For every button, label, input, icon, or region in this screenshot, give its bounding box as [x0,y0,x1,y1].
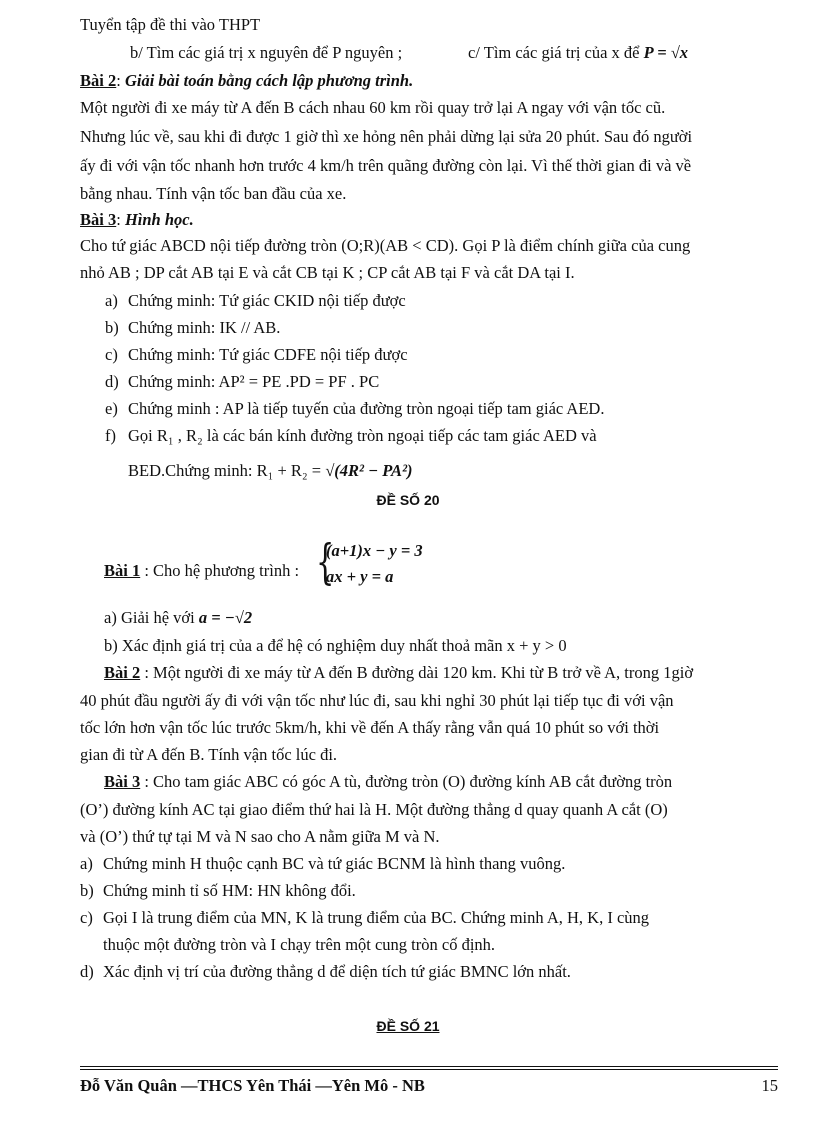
bai3-title: Hình học. [124,210,194,229]
item-text: Gọi R₁ , R₂ là các bán kính đường tròn ngoại tiếp các tam giác AED và [128,426,597,445]
de20-bai3-text: : Cho tam giác ABC có góc A tù, đường tròn (O) đường kính AB cắt đường tròn [144,772,673,791]
formula-a-minus-sqrt2: a = −√2 [198,608,253,627]
de20-bai3-line: và (O’) thứ tự tại M và N sao cho A nằm giữa M và N. [80,827,440,846]
de-so-21-title: ĐỀ SỐ 21 [376,1018,440,1034]
problem-1-part-c [468,42,688,64]
bai3-item-e [105,398,604,420]
bai2-heading [80,70,413,92]
de20-bai3-item-a [80,853,565,875]
item-text: Gọi I là trung điểm của MN, K là trung điểm của BC. Chứng minh A, H, K, I cùng [103,908,650,927]
de20-bai3-line-1 [104,771,672,793]
item-label: c) [105,345,118,364]
item-label: d) [80,962,94,981]
equation-1: (a+1)x − y = 3 [326,541,423,560]
de20-bai2-text: : Một người đi xe máy từ A đến B đường dài 120 km. Khi từ B trở về A, trong 1giờ [144,663,694,682]
de20-bai1-label: Bài 1 [104,561,141,580]
item-label: b) [80,881,94,900]
de20-bai2-line-1 [104,662,693,684]
item-label: e) [105,399,118,418]
item-text: Chứng minh: AP² = PE .PD = PF . PC [128,372,380,391]
bai3-intro-line: Cho tứ giác ABCD nội tiếp đường tròn (O;R)(AB < CD). Gọi P là điểm chính giữa của cung [80,236,691,255]
de20-bai1 [104,560,299,582]
footer-rule-top [80,1066,778,1067]
bai2-title: Giải bài toán bằng cách lập phương trình. [124,71,414,90]
item-text: Chứng minh: Tứ giác CKID nội tiếp được [128,291,406,310]
bai2-line: Một người đi xe máy từ A đến B cách nhau 60 km rồi quay trở lại A ngay với vận tốc cũ. [80,98,666,117]
bai3-item-d [105,371,379,393]
de20-bai1-a-text: a) Giải hệ với [104,608,195,627]
de20-bai2-label: Bài 2 [104,663,141,682]
de20-bai3-line: (O’) đường kính AC tại giao điểm thứ hai là H. Một đường thẳng d quay quanh A cắt (O) [80,800,668,819]
bai3-intro-line: nhỏ AB ; DP cắt AB tại E và cắt CB tại K ; CP cắt AB tại F và cắt DA tại I. [80,263,575,282]
bai3-heading [80,209,194,231]
f-cont-text: BED.Chứng minh: R₁ + R₂ = [128,461,322,480]
item-text: Chứng minh: Tứ giác CDFE nội tiếp được [128,345,408,364]
item-text: Xác định vị trí của đường thẳng d để diện tích tứ giác BMNC lớn nhất. [103,962,571,981]
bai2-line: bằng nhau. Tính vận tốc ban đầu của xe. [80,184,347,203]
de20-bai1-b: b) Xác định giá trị của a để hệ có nghiệm duy nhất thoả mãn x + y > 0 [104,636,567,655]
item-text: Chứng minh : AP là tiếp tuyến của đường tròn ngoại tiếp tam giác AED. [128,399,605,418]
item-label: a) [80,854,93,873]
equation-2: ax + y = a [326,567,394,586]
bai2-label: Bài 2 [80,71,117,90]
item-label: b) [105,318,119,337]
de20-bai3-label: Bài 3 [104,772,141,791]
footer-author: Đỗ Văn Quân —THCS Yên Thái —Yên Mô - NB [80,1076,425,1095]
de20-bai3-item-b [80,880,356,902]
colon: : [116,71,125,90]
formula-p-sqrt-x: P = √x [643,43,689,62]
bai3-item-f-continued [128,460,413,482]
colon: : [116,210,125,229]
footer-rule-bottom [80,1069,778,1070]
formula-sqrt-4r2-pa2: √(4R² − PA²) [325,461,413,480]
running-header: Tuyển tập đề thi vào THPT [80,15,261,34]
page-number: 15 [761,1076,778,1095]
problem-1-part-b: b/ Tìm các giá trị x nguyên để P nguyên ; [130,43,403,62]
bai3-item-f [105,425,597,447]
item-label: d) [105,372,119,391]
bai3-item-c [105,344,408,366]
item-text: Chứng minh: IK // AB. [128,318,281,337]
de20-bai2-line: gian đi từ A đến B. Tính vận tốc lúc đi. [80,745,338,764]
system-brace: { [316,534,335,590]
de20-bai3-item-c [80,907,649,929]
de20-bai2-line: 40 phút đầu người ấy đi với vận tốc như lúc đi, sau khi nghỉ 30 phút lại tiếp tục đi với vận [80,691,674,710]
item-text: Chứng minh tỉ số HM: HN không đổi. [103,881,356,900]
bai3-item-b [105,317,280,339]
bai2-line: Nhưng lúc về, sau khi đi được 1 giờ thì xe hỏng nên phải dừng lại sửa 20 phút. Sau đó người [80,127,693,146]
item-text: Chứng minh H thuộc cạnh BC và tứ giác BCNM là hình thang vuông. [103,854,566,873]
de20-bai3-item-d [80,961,571,983]
de-so-20-title: ĐỀ SỐ 20 [376,492,440,508]
item-label: c) [80,908,93,927]
bai3-label: Bài 3 [80,210,117,229]
item-label: a) [105,291,118,310]
bai2-line: ấy đi với vận tốc nhanh hơn trước 4 km/h trên quãng đường còn lại. Vì thế thời gian đi và về [80,156,692,175]
bai3-item-a [105,290,406,312]
item-label: f) [105,426,116,445]
de20-bai1-text: : Cho hệ phương trình : [144,561,300,580]
de20-bai1-a [104,607,252,629]
de20-bai3-item-c-continued: thuộc một đường tròn và I chạy trên một cung tròn cố định. [103,935,496,954]
part-c-text: c/ Tìm các giá trị của x để [468,43,640,62]
de20-bai2-line: tốc lớn hơn vận tốc lúc trước 5km/h, khi về đến A thấy rằng vẫn quá 10 phút so với thời [80,718,660,737]
